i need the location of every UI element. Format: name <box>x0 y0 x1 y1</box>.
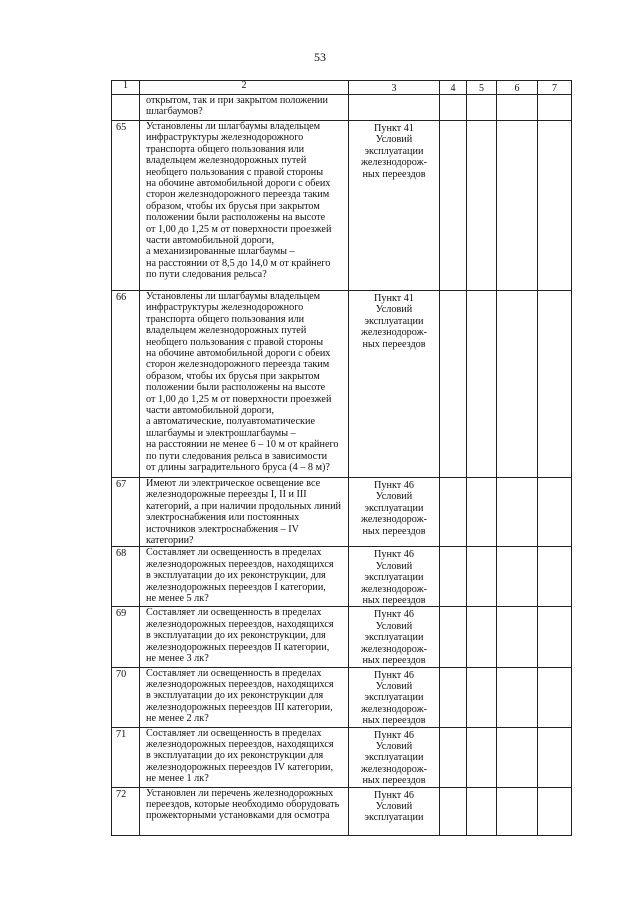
empty-cell <box>497 727 538 787</box>
reference-cell <box>349 478 440 547</box>
question-line: положении были расположены на высоте <box>146 212 326 224</box>
reference-line: Пункт 46 <box>374 669 414 681</box>
empty-cell <box>538 478 572 547</box>
column-header: 6 <box>497 81 538 95</box>
question-line: владельцем железнодорожных путей <box>146 325 307 337</box>
question-line: образом, чтобы их брусья при закрытом <box>146 370 320 382</box>
item-number: 66 <box>112 291 140 478</box>
reference-line: Пункт 46 <box>374 789 414 801</box>
reference-cell <box>349 547 440 607</box>
empty-cell <box>497 95 538 121</box>
question-line: Установлен ли перечень железнодорожных <box>146 787 334 799</box>
empty-cell <box>467 121 497 291</box>
question-line: части автомобильной дороги, <box>146 405 275 417</box>
table-row <box>112 787 572 835</box>
reference-line: железнодорож- <box>360 157 428 169</box>
question-line: на расстоянии от 8,5 до 14,0 м от крайнего <box>146 257 331 269</box>
item-number: 65 <box>112 121 140 291</box>
question-line: от 1,00 до 1,25 м от поверхности проезжей <box>146 393 332 405</box>
empty-cell <box>497 787 538 835</box>
empty-cell <box>440 547 467 607</box>
empty-cell <box>467 727 497 787</box>
table-row <box>112 607 572 667</box>
reference-cell <box>349 607 440 667</box>
question-line: не менее 1 лк? <box>146 773 209 785</box>
reference-line: Условий <box>375 304 413 316</box>
column-header: 4 <box>440 81 467 95</box>
empty-cell <box>538 547 572 607</box>
reference-line: Пункт 41 <box>374 293 414 304</box>
empty-cell <box>538 787 572 835</box>
empty-cell <box>440 787 467 835</box>
reference-line: железнодорож- <box>360 763 428 775</box>
checklist-table <box>111 80 572 836</box>
question-cell <box>140 478 349 547</box>
question-cell <box>140 121 349 291</box>
question-line: не менее 5 лк? <box>146 593 209 605</box>
reference-line: Условий <box>375 740 413 752</box>
empty-cell <box>440 727 467 787</box>
question-line: инфраструктуры железнодорожного <box>146 302 304 314</box>
reference-line: Условий <box>375 680 413 692</box>
reference-line: Условий <box>375 620 413 632</box>
table-row <box>112 121 572 291</box>
reference-line: ных переездов <box>362 715 426 727</box>
question-cell <box>140 607 349 667</box>
item-number <box>112 95 140 121</box>
reference-line: железнодорож- <box>360 583 428 595</box>
table-row <box>112 291 572 478</box>
question-cell <box>140 547 349 607</box>
question-line: железнодорожных переездов I категории, <box>146 581 326 593</box>
reference-line: Пункт 46 <box>374 729 414 741</box>
question-line: прожекторными установками для осмотра <box>146 810 330 822</box>
table-row <box>112 667 572 727</box>
question-cell <box>140 667 349 727</box>
table-row <box>112 727 572 787</box>
reference-line: эксплуатации <box>364 632 424 644</box>
empty-cell <box>497 291 538 478</box>
reference-line: ных переездов <box>362 168 426 180</box>
column-header: 3 <box>349 81 440 95</box>
item-number: 69 <box>112 607 140 667</box>
empty-cell <box>538 95 572 121</box>
question-line: по пути следования рельса? <box>146 269 267 281</box>
reference-line: ных переездов <box>362 595 426 607</box>
reference-line: ных переездов <box>362 525 426 537</box>
empty-cell <box>440 667 467 727</box>
reference-cell <box>349 95 440 121</box>
question-line: Составляет ли освещенность в пределах <box>146 547 322 559</box>
column-header: 7 <box>538 81 572 95</box>
question-line: не менее 3 лк? <box>146 653 209 665</box>
column-header: 2 <box>140 81 349 95</box>
question-line: шлагбаумов? <box>146 106 203 118</box>
reference-line: Пункт 46 <box>374 609 414 621</box>
reference-line: эксплуатации <box>364 572 424 584</box>
empty-cell <box>538 727 572 787</box>
question-line: а автоматические, полуавтоматические <box>146 416 315 428</box>
question-cell <box>140 787 349 835</box>
reference-cell <box>349 787 440 835</box>
empty-cell <box>538 607 572 667</box>
question-line: в эксплуатации до их реконструкции, для <box>146 630 326 642</box>
reference-line: ных переездов <box>362 655 426 667</box>
question-line: категорий, а при наличии продольных линий <box>146 500 341 512</box>
question-line: железнодорожных переездов, находящихся <box>146 738 334 750</box>
item-number: 68 <box>112 547 140 607</box>
question-line: на обочине автомобильной дороги с обеих <box>146 178 331 190</box>
question-line: переездов, которые необходимо оборудовать <box>146 798 340 810</box>
empty-cell <box>538 667 572 727</box>
question-line: от 1,00 до 1,25 м от поверхности проезжей <box>146 223 332 235</box>
reference-line: железнодорож- <box>360 643 428 655</box>
reference-line: Пункт 41 <box>374 123 414 134</box>
question-line: шлагбаумы и электрошлагбаумы – <box>146 427 296 439</box>
reference-cell <box>349 291 440 478</box>
reference-line: Условий <box>375 800 413 812</box>
question-line: необщего пользования с правой стороны <box>146 166 324 178</box>
question-cell <box>140 727 349 787</box>
empty-cell <box>440 291 467 478</box>
question-line: источников электроснабжения – IV <box>146 523 300 535</box>
question-line: необщего пользования с правой стороны <box>146 336 324 348</box>
empty-cell <box>440 95 467 121</box>
reference-line: железнодорож- <box>360 327 428 339</box>
question-line: железнодорожных переездов IV категории, <box>146 761 334 773</box>
question-line: железнодорожных переездов III категории, <box>146 701 333 713</box>
question-line: части автомобильной дороги, <box>146 235 275 247</box>
reference-line: Пункт 46 <box>374 480 414 491</box>
question-line: транспорта общего пользования или <box>146 143 305 155</box>
question-cell <box>140 95 349 121</box>
reference-line: железнодорож- <box>360 703 428 715</box>
question-line: железнодорожных переездов, находящихся <box>146 618 334 630</box>
empty-cell <box>440 478 467 547</box>
item-number: 70 <box>112 667 140 727</box>
question-line: Установлены ли шлагбаумы владельцем <box>146 121 321 132</box>
empty-cell <box>538 291 572 478</box>
empty-cell <box>467 607 497 667</box>
reference-line: ных переездов <box>362 775 426 787</box>
empty-cell <box>467 291 497 478</box>
reference-line: эксплуатации <box>364 315 424 327</box>
question-line: Установлены ли шлагбаумы владельцем <box>146 291 321 302</box>
question-line: электроснабжения или постоянных <box>146 512 300 524</box>
question-line: в эксплуатации до их реконструкции для <box>146 690 324 702</box>
reference-line: Условий <box>375 134 413 146</box>
item-number: 67 <box>112 478 140 547</box>
question-line: от длины заградительного бруса (4 – 8 м)? <box>146 462 330 474</box>
question-line: Составляет ли освещенность в пределах <box>146 607 322 619</box>
reference-cell <box>349 121 440 291</box>
question-line: транспорта общего пользования или <box>146 313 305 325</box>
page-number: 53 <box>314 50 326 64</box>
question-line: положении были расположены на высоте <box>146 382 326 394</box>
column-header: 1 <box>112 81 140 95</box>
reference-line: Пункт 46 <box>374 549 414 561</box>
table-row <box>112 95 572 121</box>
reference-line: эксплуатации <box>364 812 424 824</box>
question-line: открытом, так и при закрытом положении <box>146 95 328 106</box>
empty-cell <box>440 121 467 291</box>
question-line: железнодорожных переездов, находящихся <box>146 678 334 690</box>
empty-cell <box>467 478 497 547</box>
question-line: а механизированные шлагбаумы – <box>146 246 295 258</box>
empty-cell <box>467 547 497 607</box>
question-line: категории? <box>146 535 194 547</box>
question-line: сторон железнодорожного переезда таким <box>146 359 330 371</box>
question-line: не менее 2 лк? <box>146 713 209 725</box>
empty-cell <box>538 121 572 291</box>
question-line: на обочине автомобильной дороги с обеих <box>146 348 331 360</box>
question-line: сторон железнодорожного переезда таким <box>146 189 330 201</box>
reference-line: эксплуатации <box>364 752 424 764</box>
reference-line: ных переездов <box>362 338 426 350</box>
empty-cell <box>467 667 497 727</box>
question-line: железнодорожных переездов, находящихся <box>146 558 334 570</box>
question-line: по пути следования рельса в зависимости <box>146 450 328 462</box>
empty-cell <box>497 121 538 291</box>
question-line: железнодорожных переездов II категории, <box>146 641 330 653</box>
reference-line: железнодорож- <box>360 514 428 526</box>
reference-line: Условий <box>375 491 413 503</box>
item-number: 71 <box>112 727 140 787</box>
table-row <box>112 478 572 547</box>
empty-cell <box>467 787 497 835</box>
empty-cell <box>497 547 538 607</box>
question-line: инфраструктуры железнодорожного <box>146 132 304 144</box>
question-line: в эксплуатации до их реконструкции, для <box>146 570 326 582</box>
empty-cell <box>440 607 467 667</box>
column-header: 5 <box>467 81 497 95</box>
question-line: железнодорожные переезды I, II и III <box>146 489 307 501</box>
empty-cell <box>497 607 538 667</box>
reference-line: Условий <box>375 560 413 572</box>
empty-cell <box>497 478 538 547</box>
question-line: Имеют ли электрическое освещение все <box>146 478 321 489</box>
column-header-row <box>112 81 572 95</box>
table-row <box>112 547 572 607</box>
item-number: 72 <box>112 787 140 835</box>
empty-cell <box>467 95 497 121</box>
question-line: Составляет ли освещенность в пределах <box>146 667 322 679</box>
question-line: образом, чтобы их брусья при закрытом <box>146 200 320 212</box>
reference-line: эксплуатации <box>364 502 424 514</box>
empty-cell <box>497 667 538 727</box>
question-line: на расстоянии не менее 6 – 10 м от крайнего <box>146 439 339 451</box>
question-line: в эксплуатации до их реконструкции для <box>146 750 324 762</box>
reference-line: эксплуатации <box>364 692 424 704</box>
question-line: Составляет ли освещенность в пределах <box>146 727 322 739</box>
reference-cell <box>349 727 440 787</box>
question-line: владельцем железнодорожных путей <box>146 155 307 167</box>
reference-cell <box>349 667 440 727</box>
question-cell <box>140 291 349 478</box>
reference-line: эксплуатации <box>364 145 424 157</box>
